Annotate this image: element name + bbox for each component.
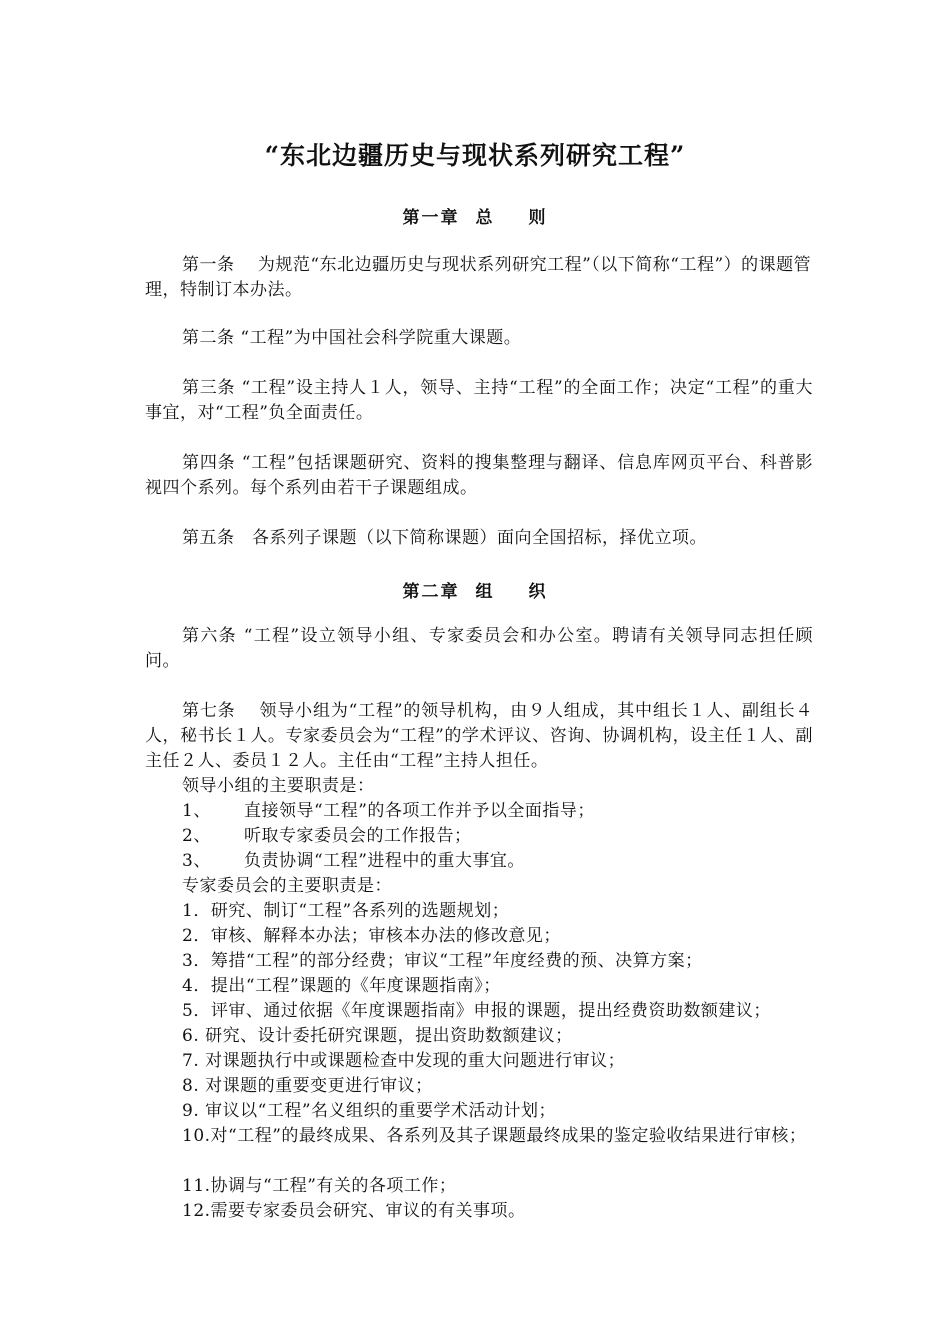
leadership-item-number: 1、 [182,801,211,821]
article-5: 第五条 各系列子课题（以下简称课题）面向全国招标，择优立项。 [182,528,707,548]
chapter-1-heading [0,203,950,228]
chapter-2-name-a: 组 [475,582,495,602]
expert-item: 8. 对课题的重要变更进行审议； [182,1076,433,1096]
expert-item: 1．研究、制订“工程”各系列的选题规划； [182,901,510,921]
article-3: 第三条 “工程”设主持人１人，领导、主持“工程”的全面工作；决定“工程”的重大事宜，对“工程”负全面责任。 [145,378,813,423]
expert-item-10: 10.对“工程”的最终成果、各系列及其子课题最终成果的鉴定验收结果进行审核； [182,1126,807,1146]
chapter-2-name-b: 织 [528,582,548,602]
leadership-item [182,824,472,849]
chapter-2-heading [0,577,950,602]
leadership-item-number: 3、 [182,851,211,871]
article-4: 第四条 “工程”包括课题研究、资料的搜集整理与翻译、信息库网页平台、科普影视四个系列。每个系列由若干子课题组成。 [145,453,813,498]
article-1: 第一条 为规范“东北边疆历史与现状系列研究工程”（以下简称“工程”）的课题管理，特制订本办法。 [145,255,812,300]
chapter-2-label: 第二章 [402,582,460,602]
article-2: 第二条 “工程”为中国社会科学院重大课题。 [182,328,522,348]
chapter-1-name-b: 则 [528,208,548,228]
leadership-item [182,799,595,824]
expert-item: 3．筹措“工程”的部分经费；审议“工程”年度经费的预、决算方案； [182,951,703,971]
expert-item: 9. 审议以“工程”名义组织的重要学术活动计划； [182,1101,557,1121]
chapter-1-name-a: 总 [475,208,495,228]
expert-item-12: 12.需要专家委员会研究、审议的有关事项。 [182,1201,526,1221]
article-6: 第六条 “工程”设立领导小组、专家委员会和办公室。聘请有关领导同志担任顾问。 [145,626,813,671]
expert-item: 6. 研究、设计委托研究课题，提出资助数额建议； [182,1026,573,1046]
leadership-item-text: 直接领导“工程”的各项工作并予以全面指导； [244,801,595,821]
leadership-item-text: 听取专家委员会的工作报告； [244,826,472,846]
leadership-item-number: 2、 [182,826,211,846]
document-title: “东北边疆历史与现状系列研究工程” [264,141,686,170]
expert-item: 7. 对课题执行中或课题检查中发现的重大问题进行审议； [182,1051,626,1071]
leadership-item [182,849,525,874]
expert-duties-heading: 专家委员会的主要职责是： [182,876,392,896]
expert-item: 5．评审、通过依据《年度课题指南》申报的课题，提出经费资助数额建议； [182,1001,771,1021]
leadership-duties-heading: 领导小组的主要职责是： [182,776,375,796]
leadership-item-text: 负责协调“工程”进程中的重大事宜。 [244,851,525,871]
expert-item-11: 11.协调与“工程”有关的各项工作； [182,1176,457,1196]
expert-item: 2．审核、解释本办法；审核本办法的修改意见； [182,926,561,946]
expert-item: 4．提出“工程”课题的《年度课题指南》； [182,976,501,996]
article-7: 第七条 领导小组为“工程”的领导机构，由９人组成，其中组长１人、副组长４人，秘书长１人。专家委员会为“工程”的学术评议、咨询、协调机构，设主任１人、副主任２人、委员１２人。主任由“工程”主持人担任。 [145,701,813,771]
chapter-1-label: 第一章 [402,208,460,228]
